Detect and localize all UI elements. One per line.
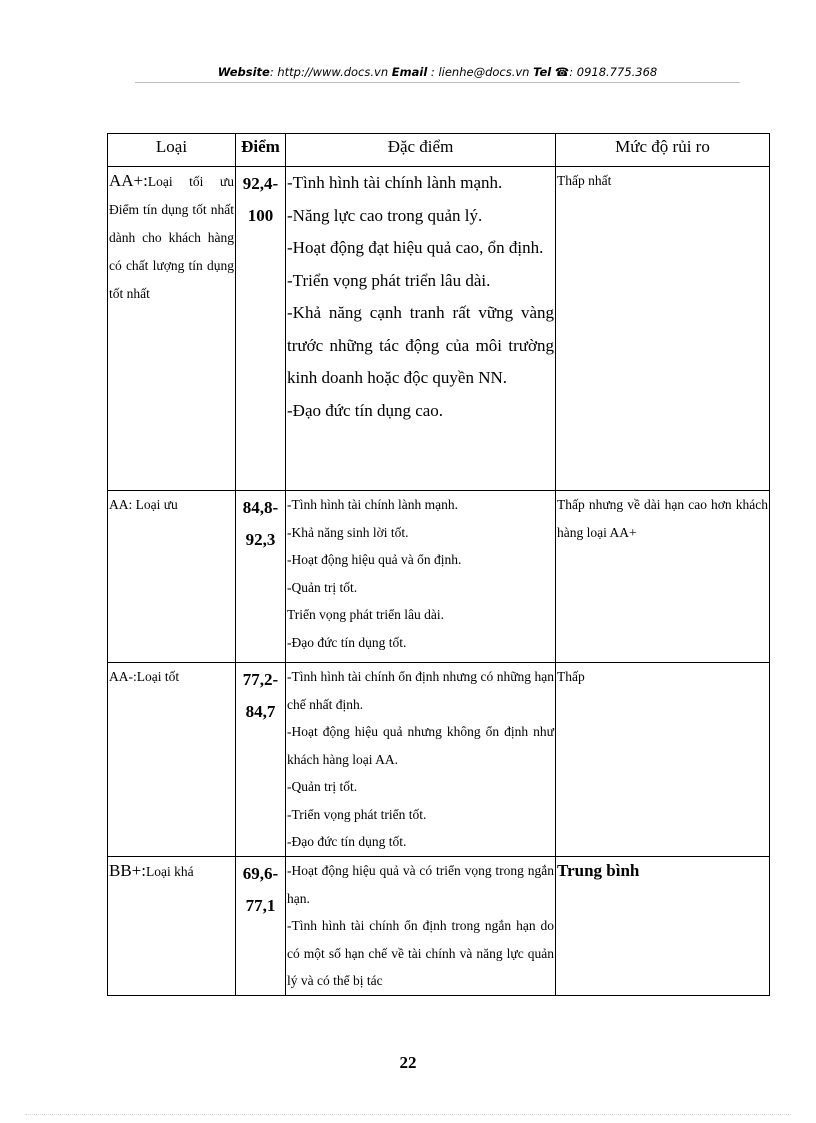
feature-line: -Triển vọng phát triển lâu dài. [287,270,491,290]
page-number: 22 [399,1053,417,1072]
website-label: Website [217,65,270,79]
features-cell [286,167,556,491]
feature-line: -Khả năng cạnh tranh rất vững vàng trước những tác động của môi trường kinh doanh hoặc độc quyền NN. [287,303,554,387]
features-cell [286,857,556,996]
table-row [108,663,770,857]
table-header-row [108,134,770,167]
footer-divider [25,1114,791,1115]
class-code: AA+: [109,171,148,190]
feature-line: Triển vọng phát triển lâu dài. [287,607,444,622]
feature-line: -Năng lực cao trong quản lý. [287,205,483,225]
class-text: Loại khá [146,864,194,879]
feature-line: -Hoạt động đạt hiệu quả cao, ổn định. [287,238,544,257]
feature-line: -Tình hình tài chính ổn định nhưng có những hạn chế nhất định. [287,669,554,712]
score-cell: 84,8-92,3 [236,491,286,663]
feature-line: -Hoạt động hiệu quả nhưng không ổn định như khách hàng loại AA. [287,724,554,767]
feature-line: -Đạo đức tín dụng tốt. [287,634,407,650]
class-text: Loại tốt [136,669,180,684]
risk-cell: Trung bình [556,857,770,996]
email-value: : lienhe@docs.vn [430,65,530,79]
class-cell [108,491,236,663]
table-row [108,491,770,663]
phone-icon: ☎ [554,65,570,79]
feature-line: -Quản trị tốt. [287,779,358,794]
feature-line: -Khả năng sinh lời tốt. [287,524,409,540]
class-code: AA-: [109,669,137,684]
risk-cell: Thấp [556,663,770,857]
class-text: Loại tối ưu Điểm tín dụng tốt nhất dành cho khách hàng có chất lượng tín dụng tốt nhất [109,174,234,301]
class-text: Loại ưu [135,497,178,512]
risk-cell: Thấp nhưng về dài hạn cao hơn khách hàng loại AA+ [556,491,770,663]
class-cell [108,663,236,857]
header-risk: Mức độ rủi ro [556,134,770,167]
header-class: Loại [108,134,236,167]
feature-line: -Tình hình tài chính lành mạnh. [287,173,503,192]
feature-line: -Quản trị tốt. [287,579,358,595]
table-row [108,167,770,491]
score-cell: 92,4-100 [236,167,286,491]
risk-cell: Thấp nhất [556,167,770,491]
feature-line: -Hoạt động hiệu quả và ổn định. [287,552,462,567]
header-divider [135,82,740,83]
table-row [108,857,770,996]
class-cell [108,167,236,491]
features-cell [286,663,556,857]
tel-value: : 0918.775.368 [569,65,658,79]
credit-rating-table [107,133,770,996]
class-code: BB+: [109,861,146,880]
score-cell: 77,2-84,7 [236,663,286,857]
page-header [135,62,740,82]
class-cell [108,857,236,996]
header-features: Đặc điểm [286,134,556,167]
score-cell: 69,6-77,1 [236,857,286,996]
feature-line: -Hoạt động hiệu quả và có triển vọng trong ngắn hạn. [287,863,554,906]
website-value: : http://www.docs.vn [269,65,389,79]
feature-line: -Tình hình tài chính lành mạnh. [287,497,458,512]
feature-line: -Đạo đức tín dụng tốt. [287,834,407,849]
header-score: Điểm [236,134,286,167]
class-code: AA: [109,497,133,512]
feature-line: -Đạo đức tín dụng cao. [287,400,444,420]
feature-line: -Tình hình tài chính ổn định trong ngắn hạn do có một số hạn chế về tài chính và năng lực quản lý và có thể bị tác [287,918,554,988]
email-label: Email [391,65,428,79]
features-cell [286,491,556,663]
feature-line: -Triển vọng phát triển tốt. [287,806,427,822]
tel-label: Tel [533,65,552,79]
